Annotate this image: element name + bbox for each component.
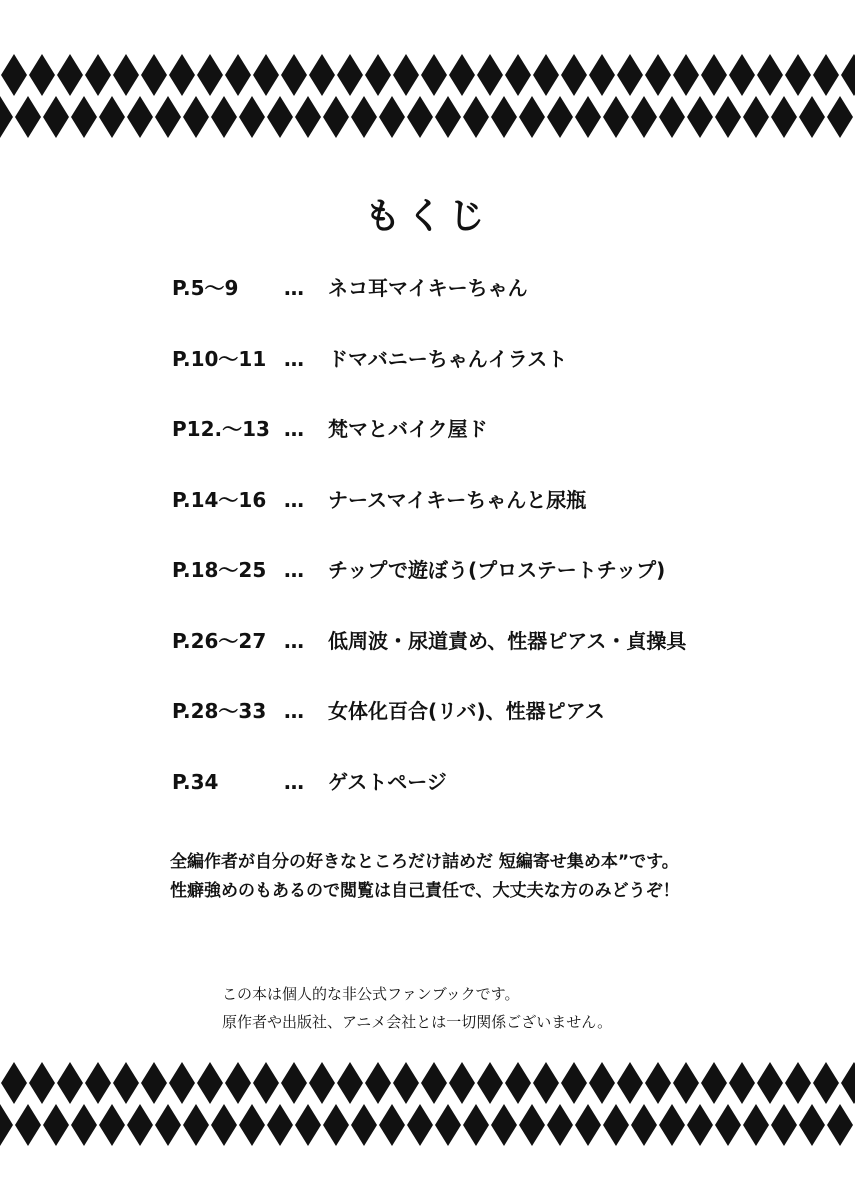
toc-leader: … — [284, 628, 304, 653]
diamond-shape — [757, 1062, 783, 1104]
diamond-shape — [113, 54, 139, 96]
diamond-shape — [337, 54, 363, 96]
diamond-pattern — [0, 54, 855, 138]
diamond-shape — [687, 1104, 713, 1146]
diamond-shape — [323, 96, 349, 138]
toc-page-range: P.28～33 — [172, 699, 267, 723]
diamond-shape — [673, 1062, 699, 1104]
diamond-shape — [729, 1062, 755, 1104]
diamond-shape — [169, 1062, 195, 1104]
diamond-shape — [155, 1104, 181, 1146]
diamond-shape — [71, 96, 97, 138]
diamond-pattern — [0, 1062, 855, 1146]
diamond-shape — [491, 96, 517, 138]
diamond-shape — [57, 54, 83, 96]
toc-row — [172, 691, 812, 762]
diamond-shape — [0, 1104, 13, 1146]
diamond-shape — [99, 1104, 125, 1146]
diamond-shape — [239, 1104, 265, 1146]
diamond-shape — [197, 1062, 223, 1104]
diamond-shape — [631, 1104, 657, 1146]
diamond-shape — [547, 96, 573, 138]
diamond-shape — [295, 1104, 321, 1146]
diamond-shape — [449, 1062, 475, 1104]
diamond-shape — [281, 1062, 307, 1104]
diamond-shape — [295, 96, 321, 138]
diamond-shape — [533, 1062, 559, 1104]
diamond-shape — [687, 96, 713, 138]
disclaimer — [222, 980, 822, 1036]
diamond-shape — [575, 96, 601, 138]
diamond-shape — [449, 54, 475, 96]
diamond-shape — [715, 96, 741, 138]
toc-page-range: P.26～27 — [172, 628, 267, 653]
diamond-shape — [169, 54, 195, 96]
diamond-shape — [407, 96, 433, 138]
diamond-shape — [589, 54, 615, 96]
diamond-shape — [379, 1104, 405, 1146]
toc-page-range: P.10～11 — [172, 346, 267, 371]
diamond-shape — [505, 1062, 531, 1104]
toc-entry-title: ナースマイキーちゃんと尿瓶 — [328, 487, 587, 512]
toc-leader: … — [284, 346, 304, 371]
diamond-shape — [701, 54, 727, 96]
toc-leader: … — [284, 769, 304, 794]
diamond-shape — [253, 54, 279, 96]
diamond-shape — [771, 1104, 797, 1146]
diamond-shape — [645, 54, 671, 96]
diamond-shape — [211, 96, 237, 138]
diamond-shape — [43, 1104, 69, 1146]
diamond-shape — [225, 1062, 251, 1104]
diamond-shape — [113, 1062, 139, 1104]
diamond-shape — [435, 1104, 461, 1146]
diamond-shape — [407, 1104, 433, 1146]
disclaimer-line: 原作者や出版社、アニメ会社とは一切関係ございません。 — [222, 1013, 613, 1031]
diamond-shape — [841, 54, 855, 96]
diamond-shape — [183, 96, 209, 138]
diamond-shape — [141, 1062, 167, 1104]
diamond-shape — [603, 1104, 629, 1146]
page-title: もくじ — [364, 196, 491, 237]
diamond-shape — [659, 96, 685, 138]
diamond-shape — [281, 54, 307, 96]
diamond-shape — [309, 54, 335, 96]
toc-page-range: P.14～16 — [172, 487, 267, 512]
diamond-shape — [827, 1104, 853, 1146]
content-note-line: 性癖強めのもあるので閲覧は自己責任で、大丈夫な方のみどうぞ！ — [170, 881, 680, 901]
diamond-shape — [421, 54, 447, 96]
diamond-shape — [99, 96, 125, 138]
diamond-shape — [813, 54, 839, 96]
diamond-shape — [1, 1062, 27, 1104]
diamond-shape — [743, 96, 769, 138]
toc-leader: … — [284, 699, 304, 723]
diamond-shape — [771, 96, 797, 138]
diamond-shape — [351, 96, 377, 138]
diamond-shape — [351, 1104, 377, 1146]
diamond-shape — [561, 1062, 587, 1104]
toc-page-range: P.34 — [172, 769, 219, 794]
diamond-shape — [71, 1104, 97, 1146]
diamond-shape — [309, 1062, 335, 1104]
diamond-shape — [701, 1062, 727, 1104]
toc-page-range: P.5～9 — [172, 276, 239, 300]
diamond-shape — [617, 54, 643, 96]
diamond-shape — [827, 96, 853, 138]
diamond-shape — [365, 1062, 391, 1104]
toc-entry-title: ゲストページ — [328, 769, 447, 794]
toc-row — [172, 339, 812, 410]
diamond-shape — [127, 96, 153, 138]
diamond-shape — [29, 1062, 55, 1104]
diamond-shape — [491, 1104, 517, 1146]
diamond-shape — [519, 96, 545, 138]
toc-entry-title: チップで遊ぼう(プロステートチップ) — [328, 558, 666, 582]
toc-row — [172, 762, 812, 833]
diamond-shape — [323, 1104, 349, 1146]
diamond-shape — [799, 96, 825, 138]
diamond-shape — [463, 96, 489, 138]
toc-leader: … — [284, 487, 304, 512]
diamond-shape — [225, 54, 251, 96]
toc-entry-title: 梵マとバイク屋ド — [328, 417, 488, 441]
diamond-shape — [141, 54, 167, 96]
diamond-shape — [57, 1062, 83, 1104]
diamond-shape — [239, 96, 265, 138]
diamond-shape — [477, 1062, 503, 1104]
diamond-shape — [519, 1104, 545, 1146]
diamond-shape — [505, 54, 531, 96]
diamond-shape — [589, 1062, 615, 1104]
diamond-shape — [715, 1104, 741, 1146]
diamond-shape — [645, 1062, 671, 1104]
diamond-shape — [183, 1104, 209, 1146]
diamond-shape — [365, 54, 391, 96]
toc-row — [172, 480, 812, 551]
diamond-shape — [127, 1104, 153, 1146]
diamond-shape — [575, 1104, 601, 1146]
diamond-shape — [841, 1062, 855, 1104]
diamond-shape — [85, 1062, 111, 1104]
diamond-shape — [547, 1104, 573, 1146]
toc-entry-title: ネコ耳マイキーちゃん — [328, 276, 528, 300]
toc-leader: … — [284, 276, 304, 300]
content-note-line: 全編作者が自分の好きなところだけ詰めだ 短編寄せ集め本”です。 — [170, 852, 679, 872]
diamond-shape — [813, 1062, 839, 1104]
toc-entry-title: 女体化百合(リバ)、性器ピアス — [328, 699, 605, 723]
diamond-shape — [785, 54, 811, 96]
toc-page-range: P.18～25 — [172, 558, 267, 582]
toc-leader: … — [284, 417, 304, 441]
content-note — [170, 848, 830, 906]
diamond-border-top — [0, 54, 855, 138]
diamond-shape — [253, 1062, 279, 1104]
diamond-shape — [799, 1104, 825, 1146]
diamond-shape — [477, 54, 503, 96]
diamond-shape — [673, 54, 699, 96]
disclaimer-line: この本は個人的な非公式ファンブックです。 — [222, 985, 520, 1003]
diamond-shape — [155, 96, 181, 138]
diamond-shape — [533, 54, 559, 96]
diamond-shape — [729, 54, 755, 96]
diamond-shape — [267, 96, 293, 138]
diamond-shape — [0, 96, 13, 138]
table-of-contents — [172, 268, 812, 832]
diamond-shape — [211, 1104, 237, 1146]
diamond-shape — [463, 1104, 489, 1146]
diamond-shape — [757, 54, 783, 96]
toc-row — [172, 550, 812, 621]
diamond-shape — [267, 1104, 293, 1146]
toc-entry-title: 低周波・尿道責め、性器ピアス・貞操具 — [328, 628, 687, 653]
diamond-shape — [393, 54, 419, 96]
diamond-border-bottom — [0, 1062, 855, 1146]
toc-row — [172, 268, 812, 339]
diamond-shape — [561, 54, 587, 96]
diamond-shape — [659, 1104, 685, 1146]
toc-page-range: P12.～13 — [172, 417, 270, 441]
diamond-shape — [15, 96, 41, 138]
diamond-shape — [337, 1062, 363, 1104]
diamond-shape — [435, 96, 461, 138]
diamond-shape — [617, 1062, 643, 1104]
diamond-shape — [603, 96, 629, 138]
diamond-shape — [1, 54, 27, 96]
diamond-shape — [29, 54, 55, 96]
toc-row — [172, 621, 812, 692]
toc-row — [172, 409, 812, 480]
diamond-shape — [197, 54, 223, 96]
toc-entry-title: ドマバニーちゃんイラスト — [328, 346, 568, 371]
diamond-shape — [631, 96, 657, 138]
diamond-shape — [393, 1062, 419, 1104]
toc-leader: … — [284, 558, 304, 582]
diamond-shape — [15, 1104, 41, 1146]
diamond-shape — [379, 96, 405, 138]
diamond-shape — [43, 96, 69, 138]
diamond-shape — [421, 1062, 447, 1104]
diamond-shape — [785, 1062, 811, 1104]
diamond-shape — [743, 1104, 769, 1146]
diamond-shape — [85, 54, 111, 96]
